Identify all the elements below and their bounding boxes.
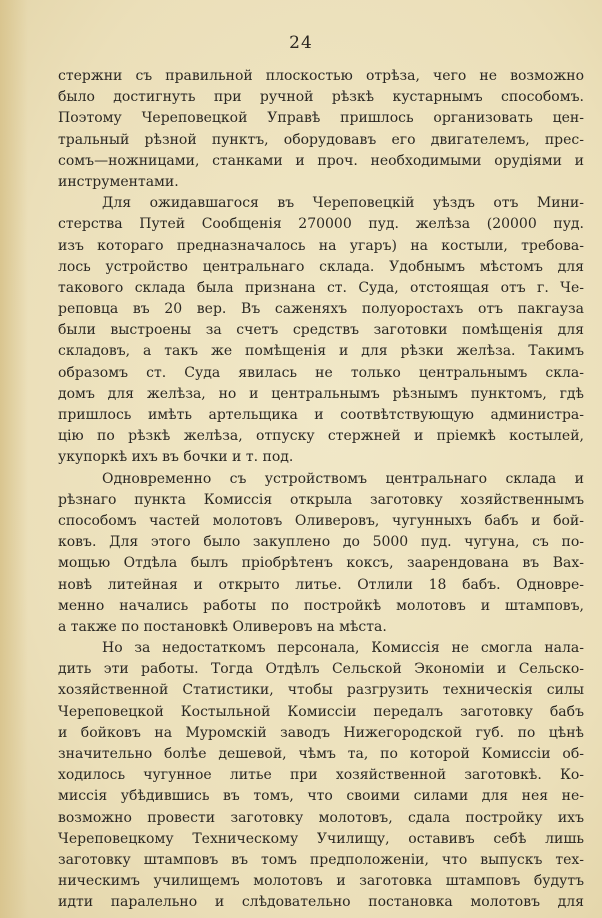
body-text [58,66,584,914]
text-line: были выстроены за счетъ средствъ заготовки помѣщенія для [58,322,584,339]
text-line: лось устройство центральнаго склада. Удобнымъ мѣстомъ для [58,258,584,275]
text-line: Для ожидавшагося въ Череповецкій уѣздъ отъ Мини- [102,195,584,212]
text-line: пришлось имѣть артельщика и соотвѣтствующую администра- [58,407,584,423]
text-line: стержни съ правильной плоскостью отрѣза, чего не возможно [58,68,584,84]
text-line: миссія убѣдившись въ томъ, что своими силами для нея не- [58,788,584,805]
text-line: способомъ частей молотовъ Оливеровъ, чугунныхъ бабъ и бой- [58,512,584,529]
text-line: дить эти работы. Тогда Отдѣлъ Сельской Экономіи и Сельско- [58,661,584,678]
text-line: менно начались работы по постройкѣ молотовъ и штамповъ, [58,597,584,614]
text-line: Череповецкой Костыльной Комиссіи передалъ заготовку бабъ [58,703,584,720]
text-line: было достигнуть при ручной рѣзкѣ кустарнымъ способомъ. [58,89,584,106]
text-line: реповца въ 20 вер. Въ саженяхъ полуоростахъ отъ пакгауза [58,301,584,318]
text-line: тральный рѣзной пунктъ, оборудовавъ его двигателемъ, прес- [58,131,584,148]
text-line: изъ котораго предназначалось на угаръ) на костыли, требова- [58,237,584,254]
text-line: Поэтому Череповецкой Управѣ пришлось организовать цен- [58,110,584,127]
page-number: 24 [289,33,313,53]
text-line: значительно болѣе дешевой, чѣмъ та, по которой Комиссіи об- [58,746,584,762]
text-line: Но за недостаткомъ персонала, Комиссія не смогла нала- [102,640,584,657]
text-line: возможно провести заготовку молотовъ, сдала постройку ихъ [58,809,584,826]
text-line: ковъ. Для этого было закуплено до 5000 пуд. чугуна, съ по- [58,534,584,551]
text-line: инструментами. [58,173,179,190]
text-line: ходилось чугунное литье при хозяйственной заготовкѣ. Ко- [58,767,584,784]
text-line: такового склада была признана ст. Суда, отстоящая отъ г. Че- [58,279,584,296]
text-line: хозяйственной Статистики, чтобы разгрузить техническія силы [58,682,584,699]
text-line: домъ для желѣза, но и центральнымъ рѣзнымъ пунктомъ, гдѣ [58,385,584,402]
text-line: идти паралельно и слѣдовательно постановка молотовъ для [58,894,584,911]
text-line: заготовку штамповъ въ томъ предположеніи, что выпускъ тех- [58,851,584,868]
text-line: мощью Отдѣла былъ пріобрѣтенъ коксъ, заарендована въ Вах- [58,555,584,572]
text-line: сомъ—ножницами, станками и проч. необходимыми орудіями и [58,152,584,169]
text-line: Череповецкому Техническому Училищу, оставивъ себѣ лишь [58,830,584,847]
text-line: и бойковъ на Муромскій заводъ Нижегородской губ. по цѣнѣ [58,724,584,741]
text-line: новѣ литейная и открыто литье. Отлили 18 бабъ. Одновре- [58,576,584,593]
text-line: Одновременно съ устройствомъ центральнаго склада и [102,470,584,487]
text-line: рѣзнаго пункта Комиссія открыла заготовку хозяйственнымъ [58,491,584,508]
page-edge-shadow [0,0,28,918]
text-line: стерства Путей Сообщенія 270000 пуд. желѣза (20000 пуд. [58,216,584,233]
text-line: ническимъ училищемъ молотовъ и заготовка штамповъ будутъ [58,873,584,890]
text-line: а также по постановкѣ Оливеровъ на мѣста. [58,618,387,635]
text-line: укупоркѣ ихъ въ бочки и т. под. [58,449,294,466]
text-line: складовъ, а такъ же помѣщенія и для рѣзки желѣза. Такимъ [58,343,584,360]
text-line: цію по рѣзкѣ желѣза, отпуску стержней и пріемкѣ костылей, [58,428,584,445]
text-line: образомъ ст. Суда явилась не только центральнымъ скла- [58,364,584,381]
